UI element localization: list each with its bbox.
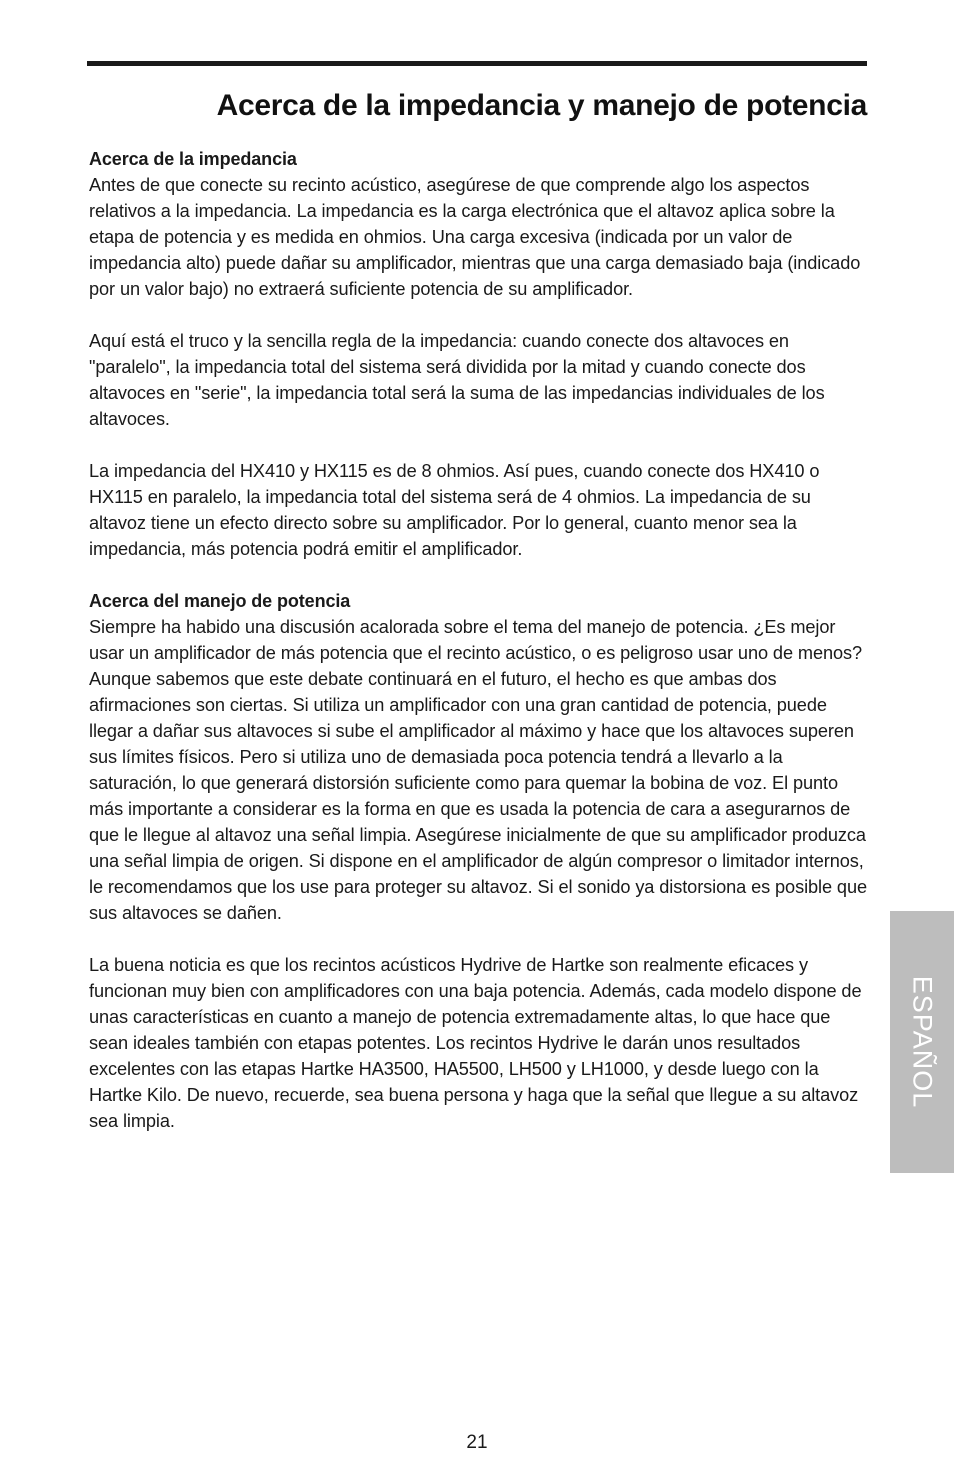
paragraph-impedance-models: La impedancia del HX410 y HX115 es de 8 ohmios. Así pues, cuando conecte dos HX410 o HX115 en paralelo, la impedancia total del sistema será de 4 ohmios. La impedancia de su altavoz tiene un efecto directo sobre su amplificador. Por lo general, cuanto menor sea la impedancia, más potencia podrá emitir el amplificador.	[89, 461, 820, 559]
page-content	[89, 146, 871, 1160]
page-title: Acerca de la impedancia y manejo de potencia	[216, 89, 867, 122]
language-side-tab	[890, 911, 954, 1173]
language-tab-label: ESPAÑOL	[907, 975, 938, 1109]
paragraph-impedance-intro: Antes de que conecte su recinto acústico, asegúrese de que comprende algo los aspectos relativos a la impedancia. La impedancia es la carga electrónica que el altavoz aplica sobre la etapa de potencia y es medida en ohmios. Una carga excesiva (indicada por un valor de impedancia alto) puede dañar su amplificador, mientras que una carga demasiado baja (indicado por un valor bajo) no extraerá suficiente potencia de su amplificador.	[89, 175, 861, 299]
section-heading-power-handling: Acerca del manejo de potencia	[89, 591, 351, 611]
paragraph-impedance-rule: Aquí está el truco y la sencilla regla de la impedancia: cuando conecte dos altavoces en "paralelo", la impedancia total del sistema será dividida por la mitad y cuando conecte dos altavoces en "serie", la impedancia total será la suma de las impedancias individuales de los altavoces.	[89, 331, 825, 429]
paragraph-power-good-news: La buena noticia es que los recintos acústicos Hydrive de Hartke son realmente eficaces y funcionan muy bien con amplificadores con una baja potencia. Además, cada modelo dispone de unas características en cuanto a manejo de potencia extremadamente altas, lo que hace que sean ideales también con etapas potentes. Los recintos Hydrive le darán unos resultados excelentes con las etapas Hartke HA3500, HA5500, LH500 y LH1000, y desde luego con la Hartke Kilo. De nuevo, recuerde, sea buena persona y haga que la señal que llegue a su altavoz sea limpia.	[89, 955, 862, 1131]
page-number: 21	[466, 1432, 488, 1453]
section-heading-impedance: Acerca de la impedancia	[89, 149, 297, 169]
top-rule	[87, 61, 867, 66]
paragraph-power-discussion: Siempre ha habido una discusión acalorada sobre el tema del manejo de potencia. ¿Es mejor usar un amplificador de más potencia que el recinto acústico, o es peligroso usar uno de menos? Aunque sabemos que este debate continuará en el futuro, el hecho es que ambas dos afirmaciones son ciertas. Si utiliza un amplificador con una gran cantidad de potencia, puede llegar a dañar sus altavoces si sube el amplificador al máximo y hace que los altavoces superen sus límites físicos. Pero si utiliza uno de demasiada poca potencia tendrá a llevarlo a la saturación, lo que generará distorsión suficiente como para quemar la bobina de voz. El punto más importante a considerar es la forma en que es usada la potencia de cara a asegurarnos de que le llegue al altavoz una señal limpia. Asegúrese inicialmente de que su amplificador produzca una señal limpia de origen. Si dispone en el amplificador de algún compresor o limitador internos, le recomendamos que los use para proteger su altavoz. Si el sonido ya distorsiona es posible que sus altavoces se dañen.	[89, 617, 867, 923]
